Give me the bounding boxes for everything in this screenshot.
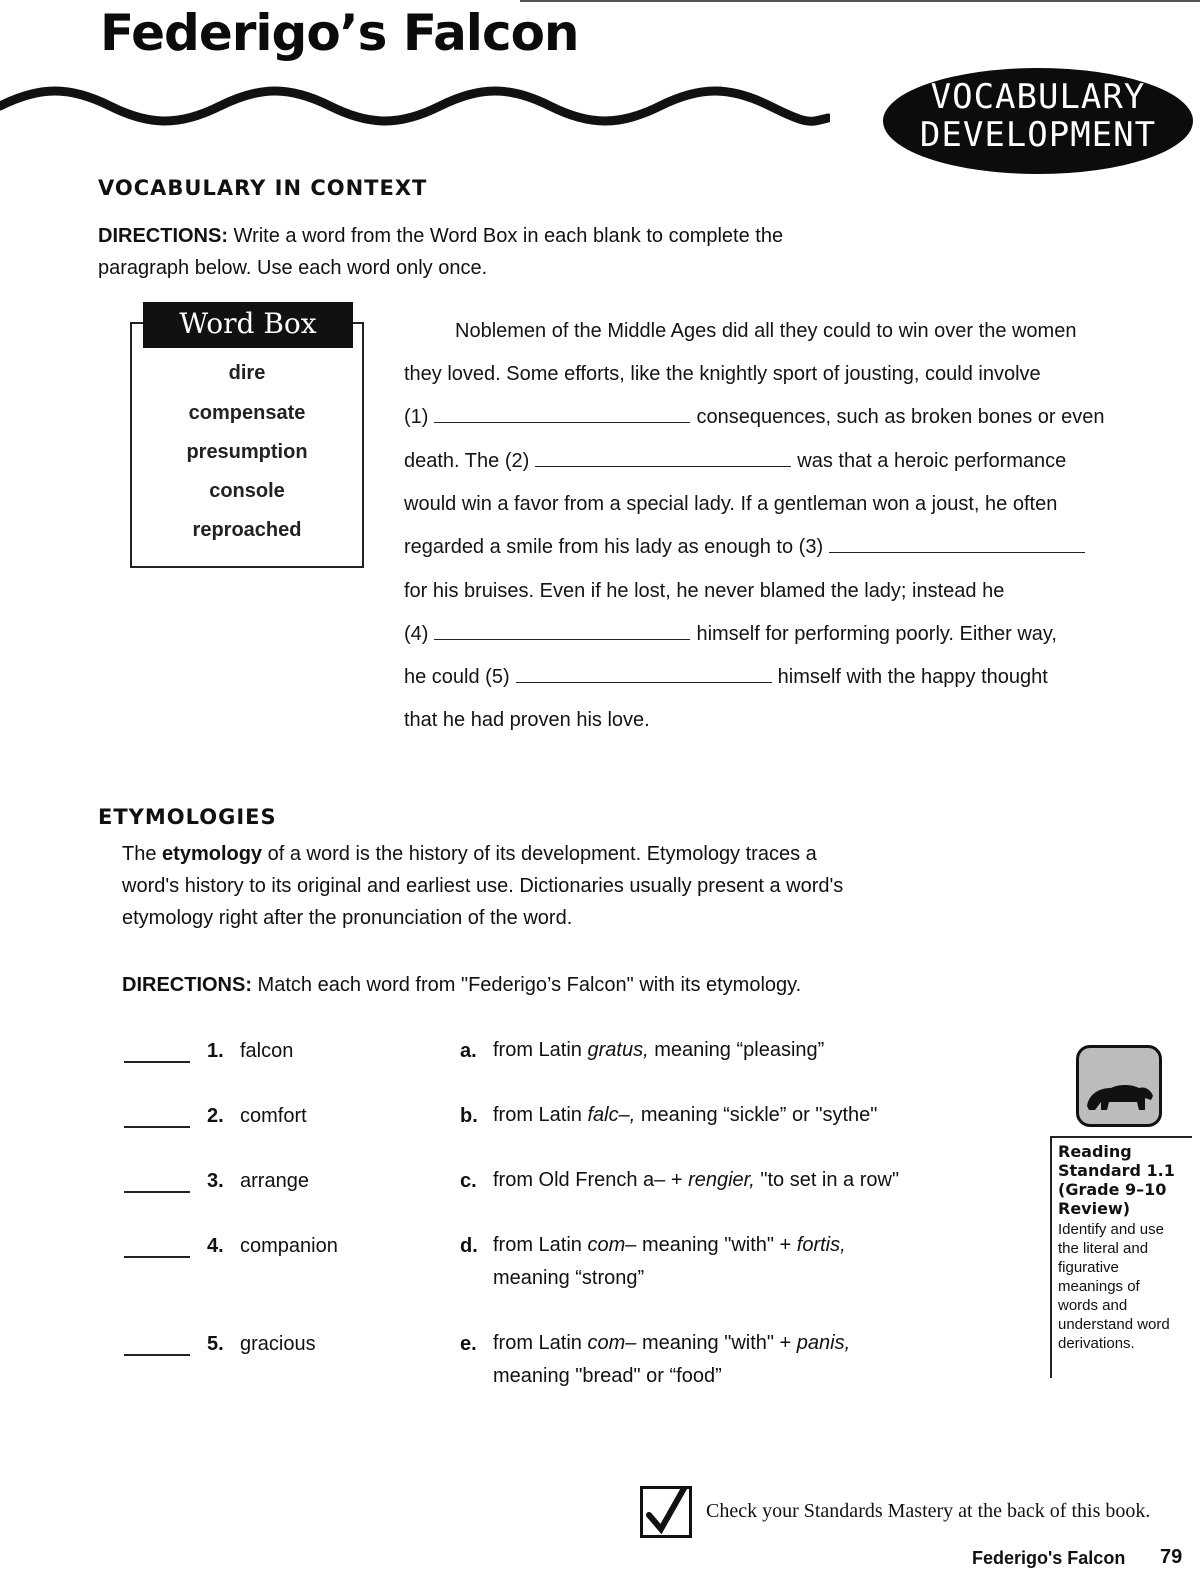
wavy-rule	[0, 78, 830, 138]
intro-text-a: The	[122, 843, 163, 865]
page-number: 79	[1160, 1546, 1183, 1568]
item-number: 1.	[207, 1040, 224, 1062]
def-b: from Latin falc–, meaning “sickle” or "sythe"	[493, 1104, 878, 1126]
intro-line-3: etymology right after the pronunciation of the word.	[122, 907, 573, 929]
badge-line-1: VOCABULARY	[930, 77, 1146, 117]
para-line-4-text: was that a heroic performance	[797, 450, 1067, 472]
vocabulary-in-context-heading: VOCABULARY IN CONTEXT	[98, 176, 428, 200]
item-word: arrange	[240, 1170, 309, 1192]
intro-text-b: of a word is the history of its development. Etymology traces a	[262, 843, 817, 865]
vocab-directions	[98, 220, 783, 284]
blank-4[interactable]	[434, 625, 690, 640]
def-letter-b: b.	[460, 1105, 478, 1127]
blank-5[interactable]	[516, 668, 772, 683]
answer-blank-3[interactable]	[124, 1191, 190, 1193]
answer-blank-2[interactable]	[124, 1126, 190, 1128]
top-rule	[520, 0, 1200, 2]
directions-label: DIRECTIONS:	[98, 225, 228, 247]
etym-directions-label: DIRECTIONS:	[122, 974, 252, 996]
para-line-2: they loved. Some efforts, like the knightly sport of jousting, could involve	[404, 363, 1041, 385]
badge-line-2: DEVELOPMENT	[919, 115, 1157, 155]
running-title: Federigo's Falcon	[972, 1548, 1126, 1568]
blank-4-label: (4)	[404, 623, 429, 645]
para-line-3-text: consequences, such as broken bones or even	[696, 406, 1105, 428]
directions-text-2: paragraph below. Use each word only once.	[98, 257, 488, 279]
page-title: Federigo’s Falcon	[100, 4, 579, 62]
item-word: companion	[240, 1235, 338, 1257]
checkmark-icon	[640, 1486, 692, 1538]
blank-3-label: regarded a smile from his lady as enough to (3)	[404, 536, 824, 558]
para-line-7: for his bruises. Even if he lost, he never blamed the lady; instead he	[404, 580, 1005, 602]
item-number: 3.	[207, 1170, 224, 1192]
blank-1-label: (1)	[404, 406, 429, 428]
word-box	[130, 322, 364, 568]
word-console: console	[209, 480, 285, 502]
word-reproached: reproached	[192, 519, 302, 541]
def-a: from Latin gratus, meaning “pleasing”	[493, 1039, 825, 1061]
standard-title: Reading Standard 1.1 (Grade 9–10 Review)	[1058, 1142, 1175, 1218]
word-box-title: Word Box	[143, 302, 353, 348]
answer-blank-1[interactable]	[124, 1061, 190, 1063]
para-line-4	[404, 450, 1066, 473]
para-line-5: would win a favor from a special lady. If a gentleman won a joust, he often	[404, 493, 1058, 515]
etymology-intro	[122, 838, 843, 934]
para-line-8	[404, 623, 1057, 646]
answer-blank-5[interactable]	[124, 1354, 190, 1356]
item-number: 5.	[207, 1333, 224, 1355]
def-d: from Latin com– meaning "with" + fortis, meaning “strong”	[493, 1234, 846, 1289]
answer-blank-4[interactable]	[124, 1256, 190, 1258]
def-letter-c: c.	[460, 1170, 477, 1192]
blank-1[interactable]	[434, 408, 690, 423]
word-presumption: presumption	[186, 441, 308, 463]
standard-description: Identify and use the literal and figurative meanings of words and understand word derivations.	[1058, 1221, 1170, 1352]
item-number: 4.	[207, 1235, 224, 1257]
blank-3[interactable]	[829, 538, 1085, 553]
para-line-1: Noblemen of the Middle Ages did all they could to win over the women	[455, 320, 1077, 342]
bear-icon	[1076, 1045, 1162, 1127]
def-letter-e: e.	[460, 1333, 477, 1355]
word-compensate: compensate	[188, 402, 306, 424]
blank-2[interactable]	[535, 452, 791, 467]
item-word: comfort	[240, 1105, 307, 1127]
directions-text-1: Write a word from the Word Box in each blank to complete the	[228, 225, 784, 247]
intro-bold-term: etymology	[162, 843, 263, 865]
etymology-directions	[122, 969, 801, 1001]
para-line-10: that he had proven his love.	[404, 709, 650, 731]
intro-line-2: word's history to its original and earliest use. Dictionaries usually present a word's	[122, 875, 844, 897]
def-c: from Old French a– + rengier, "to set in a row"	[493, 1169, 900, 1191]
item-word: gracious	[240, 1333, 316, 1355]
blank-2-label: death. The (2)	[404, 450, 530, 472]
para-line-9-text: himself with the happy thought	[777, 666, 1048, 688]
def-letter-d: d.	[460, 1235, 478, 1257]
blank-5-label: he could (5)	[404, 666, 510, 688]
para-line-6	[404, 536, 1091, 559]
def-e: from Latin com– meaning "with" + panis, meaning "bread" or “food”	[493, 1332, 851, 1387]
etymologies-heading: ETYMOLOGIES	[98, 805, 277, 829]
standards-mastery-note: Check your Standards Mastery at the back of this book.	[706, 1500, 1151, 1522]
para-line-8-text: himself for performing poorly. Either way,	[696, 623, 1057, 645]
vocabulary-development-badge	[883, 68, 1193, 174]
def-letter-a: a.	[460, 1040, 477, 1062]
etym-directions-text: Match each word from "Federigo’s Falcon" with its etymology.	[252, 974, 802, 996]
item-word: falcon	[240, 1040, 294, 1062]
para-line-3	[404, 406, 1105, 429]
item-number: 2.	[207, 1105, 224, 1127]
para-line-9	[404, 666, 1048, 689]
word-dire: dire	[228, 362, 266, 384]
